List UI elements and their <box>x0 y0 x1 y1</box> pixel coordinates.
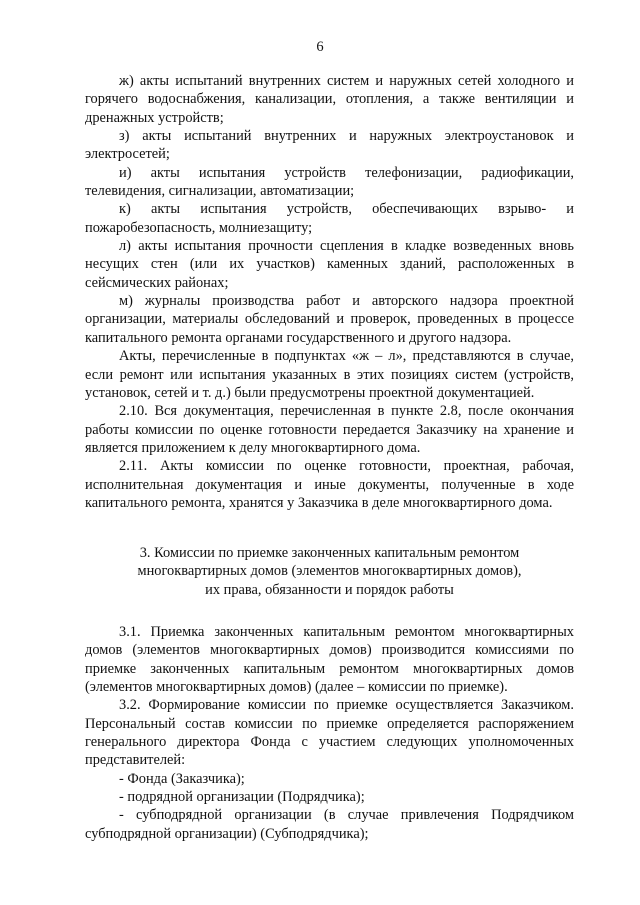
paragraph-item-l: л) акты испытания прочности сцепления в кладке возведенных вновь несущих стен (или их участков) каменных зданий, расположенных в сейсмических районах; <box>85 238 574 291</box>
paragraph-item-k: к) акты испытания устройств, обеспечивающих взрыво- и пожаробезопасность, молниезащиту; <box>85 201 574 236</box>
list-item-fund: - Фонда (Заказчика); <box>119 770 245 787</box>
document-body <box>85 72 574 512</box>
page-number: 6 <box>316 39 324 55</box>
paragraph-item-zh: ж) акты испытаний внутренних систем и наружных сетей холодного и горячего водоснабжения, канализации, отопления, а также вентиляции и дренажных устройств; <box>85 73 574 126</box>
paragraph-3-2: 3.2. Формирование комиссии по приемке осуществляется Заказчиком. Персональный состав комиссии по приемке определяется распоряжением генерального директора Фонда с участием следующих уполномоченных представителей: <box>85 697 574 769</box>
paragraph-2-11: 2.11. Акты комиссии по оценке готовности, проектная, рабочая, исполнительная документация и иные документы, полученные в ходе капитального ремонта, хранятся у Заказчика в деле многоквартирного дома. <box>85 458 574 511</box>
paragraph-item-i: и) акты испытания устройств телефонизации, радиофикации, телевидения, сигнализации, автоматизации; <box>85 164 574 200</box>
paragraph-3-1: 3.1. Приемка законченных капитальным ремонтом многоквартирных домов (элементов многоквартирных домов) производится комиссиями по приемке законченных капитальным ремонтом многоквартирных домов (элементов многоквартирных домов) (далее – комиссии по приемке). <box>85 624 574 696</box>
section-heading <box>85 544 574 599</box>
paragraph-item-z: з) акты испытаний внутренних и наружных электроустановок и электросетей; <box>85 128 574 163</box>
paragraph-2-10: 2.10. Вся документация, перечисленная в пункте 2.8, после окончания работы комиссии по оценке готовности передается Заказчику на хранение и является приложением к делу многоквартирного дома. <box>85 403 574 456</box>
paragraph-item-m: м) журналы производства работ и авторского надзора проектной организации, материалы обследований и проверок, проведенных в процессе капитального ремонта органами государственного и другого надзора. <box>85 293 574 346</box>
list-item-contractor: - подрядной организации (Подрядчика); <box>119 789 365 806</box>
section-body <box>85 623 574 843</box>
section-heading-line-1: 3. Комиссии по приемке законченных капитальным ремонтом <box>139 545 520 561</box>
section-heading-line-2: многоквартирных домов (элементов многоквартирных домов), <box>137 563 522 580</box>
section-heading-line-3: их права, обязанности и порядок работы <box>205 581 454 598</box>
list-item-subcontractor: - субподрядной организации (в случае привлечения Подрядчиком субподрядной организации) (Субподрядчика); <box>85 807 574 842</box>
paragraph-acts-note: Акты, перечисленные в подпунктах «ж – л», представляются в случае, если ремонт или испытания указанных в этих позициях систем (устройств, установок, сетей и т. д.) были предусмотрены проектной документацией. <box>85 348 574 401</box>
